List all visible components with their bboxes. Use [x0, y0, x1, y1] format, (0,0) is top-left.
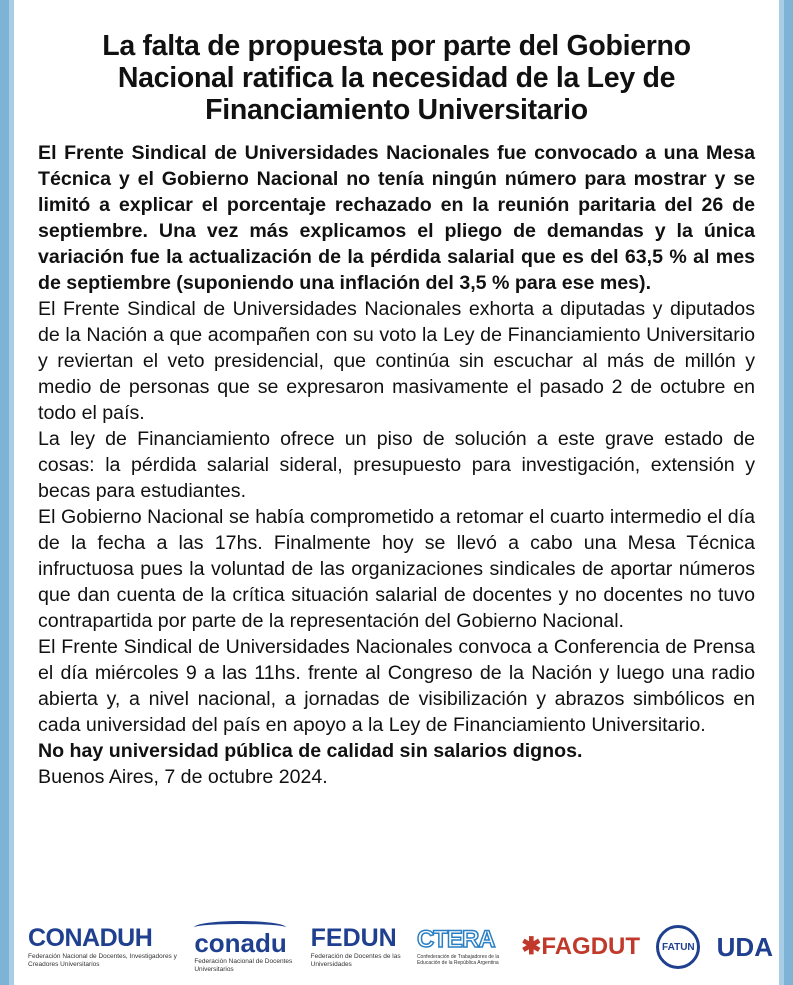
document-title: La falta de propuesta por parte del Gobierno Nacional ratifica la necesidad de la Ley de Financiamiento Universitario	[102, 30, 691, 126]
lead-paragraph: El Frente Sindical de Universidades Nacionales fue convocado a una Mesa Técnica y el Gobierno Nacional no tenía ningún número para mostrar y se limitó a explicar el porcentaje rechazado en la reunión paritaria del 26 de septiembre. Una vez más explicamos el pliego de demandas y la única variación fue la actualización de la pérdida salarial que es del 63,5 % al mes de septiembre (suponiendo una inflación del 3,5 % para ese mes).	[38, 142, 755, 294]
right-border	[779, 0, 793, 985]
fedun-logo	[311, 926, 401, 968]
paragraph-convoca: El Frente Sindical de Universidades Nacionales convoca a Conferencia de Prensa el día miércoles 9 a las 11hs. frente al Congreso de la Nación y luego una radio abierta y, a nivel nacional, a jornadas de visibilización y abrazos simbólicos en cada universidad del país en apoyo a la Ley de Financiamiento Universitario.	[38, 636, 755, 736]
paragraph-gobierno: El Gobierno Nacional se había comprometido a retomar el cuarto intermedio el día de la fecha a las 17hs. Finalmente hoy se llevó a cabo una Mesa Técnica infructuosa pues la voluntad de las organizaciones sindicales de aportar números que dan cuenta de la crítica situación salarial de docentes y no docentes no tuvo contrapartida por parte de la representación del Gobierno Nacional.	[38, 506, 755, 632]
fatun-logo-name: FATUN	[662, 941, 695, 953]
fedun-logo-subtitle: Federación de Docentes de las Universidades	[310, 953, 401, 968]
fatun-seal-logo	[656, 925, 700, 969]
ctera-logo-name: CTERA	[416, 926, 495, 953]
conadu-logo-name: conadu	[194, 928, 287, 958]
union-logos-bar	[28, 918, 773, 976]
conadu-logo-subtitle: Federación Nacional de Docentes Universitarios	[194, 958, 293, 973]
uda-logo	[717, 934, 773, 960]
left-border	[0, 0, 14, 985]
closing-statement: No hay universidad pública de calidad sin salarios dignos.	[38, 740, 583, 762]
conadu-logo	[194, 921, 294, 973]
signature-date: Buenos Aires, 7 de octubre 2024.	[38, 766, 328, 788]
fagdut-logo	[521, 935, 640, 959]
fedun-logo-name: FEDUN	[310, 924, 397, 952]
fagdut-logo-name: ✱FAGDUT	[521, 933, 641, 960]
conaduh-logo-subtitle: Federación Nacional de Docentes, Investigadores y Creadores Universitarios	[28, 953, 177, 968]
document-sheet	[14, 0, 779, 985]
ctera-logo	[417, 928, 505, 966]
ctera-logo-subtitle: Confederación de Trabajadores de la Educación de la República Argentina	[416, 954, 500, 966]
conaduh-logo-suffix: H	[134, 924, 153, 952]
document-body	[38, 140, 755, 790]
paragraph-ley: La ley de Financiamiento ofrece un piso de solución a este grave estado de cosas: la pérdida salarial sideral, presupuesto para investigación, extensión y becas para estudiantes.	[38, 428, 755, 502]
uda-logo-name: UDA	[716, 932, 773, 962]
conaduh-logo-name: CONADU	[28, 924, 135, 952]
paragraph-exhorta: El Frente Sindical de Universidades Nacionales exhorta a diputadas y diputados de la Nación a que acompañen con su voto la Ley de Financiamiento Universitario y reviertan el veto presidencial, que continúa sin escuchar al más de millón y medio de personas que se expresaron masivamente el pasado 2 de octubre en todo el país.	[38, 298, 755, 424]
conadu-historica-logo	[28, 926, 178, 968]
